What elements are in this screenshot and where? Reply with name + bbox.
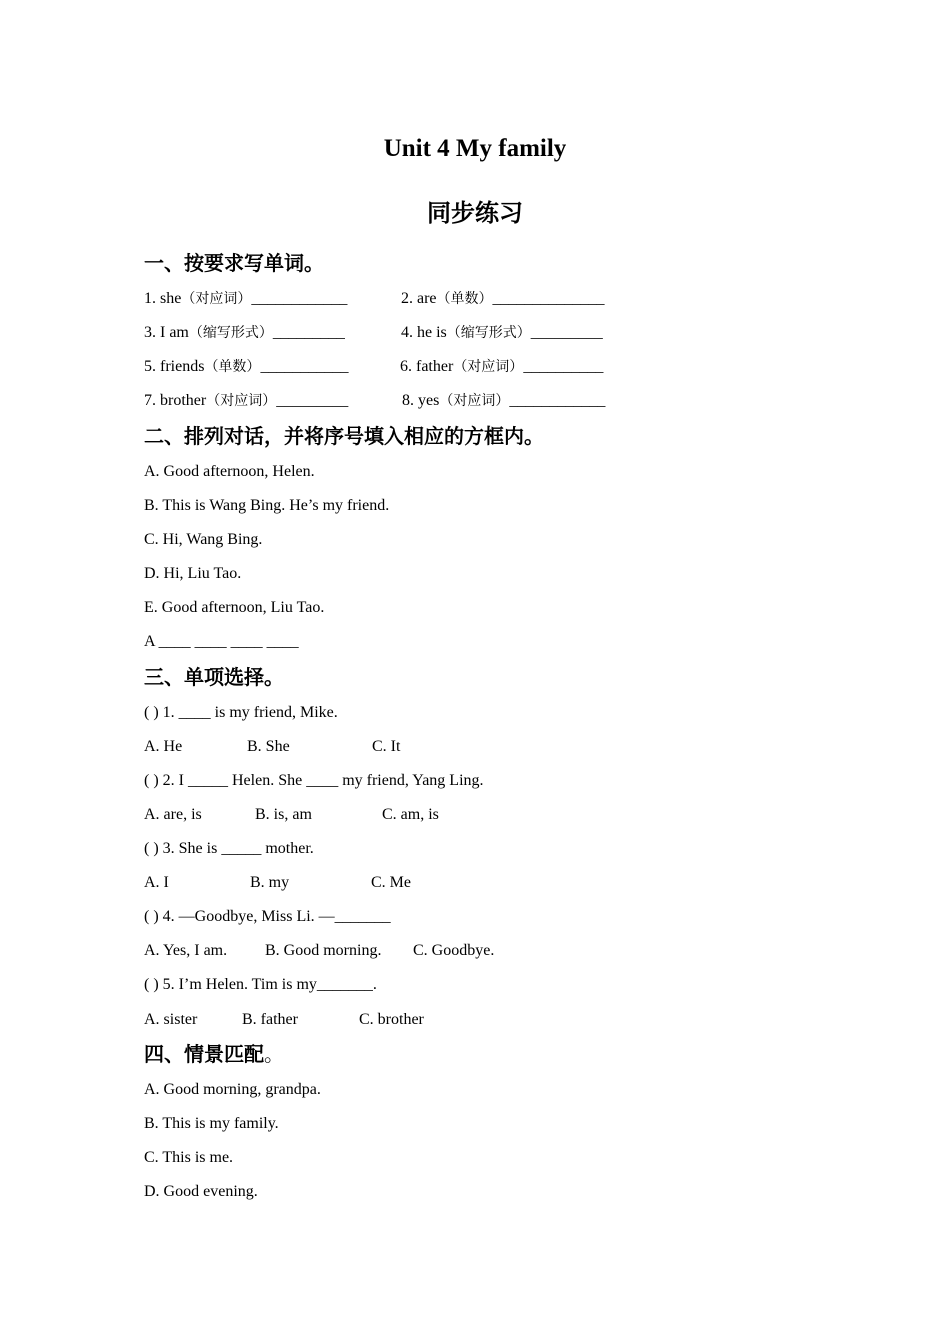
match-line-b: B. This is my family. — [144, 1115, 279, 1132]
word-item-3: 3. I am（缩写形式）_________ — [144, 324, 345, 341]
q4-option-b: B. Good morning. — [265, 942, 382, 959]
q3-option-a: A. I — [144, 874, 169, 891]
section1-heading: 一、按要求写单词。 — [144, 251, 324, 275]
dialogue-line-c: C. Hi, Wang Bing. — [144, 531, 263, 548]
section4-heading: 四、情景匹配。 — [144, 1042, 284, 1066]
section3-heading: 三、单项选择。 — [144, 665, 284, 689]
q3-option-b: B. my — [250, 874, 290, 891]
page-subtitle: 同步练习 — [427, 199, 523, 227]
match-line-c: C. This is me. — [144, 1149, 234, 1166]
word-item-8: 8. yes（对应词）____________ — [402, 392, 606, 409]
q5-option-c: C. brother — [359, 1011, 424, 1028]
section2-heading: 二、排列对话，并将序号填入相应的方框内。 — [144, 424, 544, 448]
word-item-6: 6. father（对应词）__________ — [400, 358, 604, 375]
q1-option-c: C. It — [372, 738, 401, 755]
dialogue-line-e: E. Good afternoon, Liu Tao. — [144, 599, 325, 616]
word-item-7: 7. brother（对应词）_________ — [144, 392, 349, 409]
q5-option-b: B. father — [242, 1011, 298, 1028]
dialogue-line-a: A. Good afternoon, Helen. — [144, 463, 315, 480]
word-item-4: 4. he is（缩写形式）_________ — [401, 324, 603, 341]
question-3: ( ) 3. She is _____ mother. — [144, 840, 314, 857]
question-2: ( ) 2. I _____ Helen. She ____ my friend, Yang Ling. — [144, 772, 484, 789]
dialogue-order-answer: A ____ ____ ____ ____ — [144, 633, 299, 650]
word-item-1: 1. she（对应词）____________ — [144, 290, 348, 307]
question-4: ( ) 4. —Goodbye, Miss Li. —_______ — [144, 908, 391, 925]
q3-option-c: C. Me — [371, 874, 411, 891]
word-item-5: 5. friends（单数）___________ — [144, 358, 349, 375]
q4-option-c: C. Goodbye. — [413, 942, 495, 959]
q1-option-a: A. He — [144, 738, 183, 755]
q4-option-a: A. Yes, I am. — [144, 942, 228, 959]
question-5: ( ) 5. I’m Helen. Tim is my_______. — [144, 976, 377, 993]
q2-option-a: A. are, is — [144, 806, 202, 823]
match-line-a: A. Good morning, grandpa. — [144, 1081, 321, 1098]
word-item-2: 2. are（单数）______________ — [401, 290, 605, 307]
q1-option-b: B. She — [247, 738, 290, 755]
q2-option-c: C. am, is — [382, 806, 439, 823]
dialogue-line-d: D. Hi, Liu Tao. — [144, 565, 242, 582]
q2-option-b: B. is, am — [255, 806, 312, 823]
page-title: Unit 4 My family — [383, 135, 567, 162]
match-line-d: D. Good evening. — [144, 1183, 258, 1200]
question-1: ( ) 1. ____ is my friend, Mike. — [144, 704, 338, 721]
q5-option-a: A. sister — [144, 1011, 198, 1028]
dialogue-line-b: B. This is Wang Bing. He’s my friend. — [144, 497, 390, 514]
